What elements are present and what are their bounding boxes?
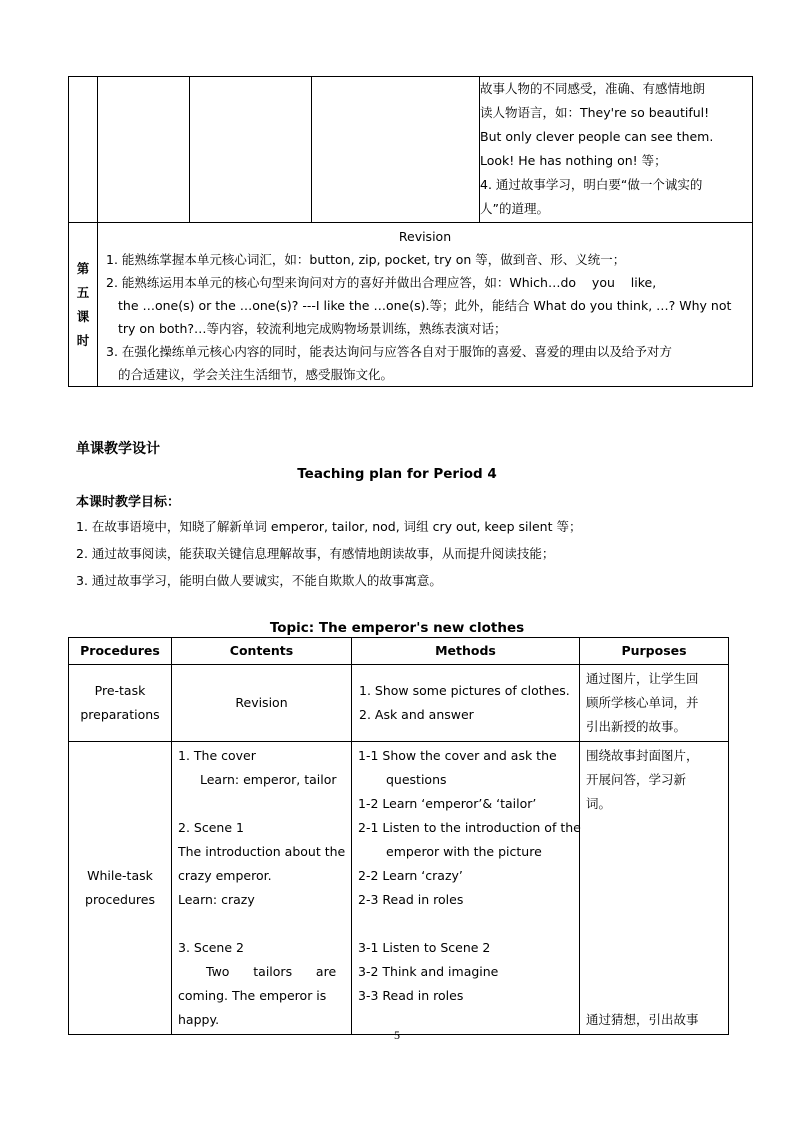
pre-task-content: Revision (172, 665, 352, 742)
revision-line: 1. 能熟练掌握本单元核心词汇，如：button, zip, pocket, try on 等，做到音、形、义统一； (106, 252, 626, 267)
content-line (178, 792, 345, 816)
revision-line: 的合适建议，学会关注生活细节，感受服饰文化。 (118, 367, 394, 382)
purpose-line: 顾所学核心单词，并 (586, 695, 699, 710)
content-line: 2. Scene 1 (178, 820, 244, 835)
procedure-line: While-task (87, 868, 153, 883)
purpose-line: 词。 (586, 796, 612, 811)
header-procedures: Procedures (69, 638, 172, 665)
content-line: coming. The emperor is (178, 988, 327, 1003)
method-line: emperor with the picture (386, 844, 542, 859)
header-contents: Contents (172, 638, 352, 665)
purpose-line: 引出新授的故事。 (586, 719, 687, 734)
lesson-label-char: 课 (76, 308, 90, 324)
content-line: happy. (178, 1012, 220, 1027)
method-line: 2-3 Read in roles (358, 892, 464, 907)
top-cell-blank-2 (98, 77, 190, 223)
purpose-line: 通过图片，让学生回 (586, 671, 699, 686)
story-goals-cell (480, 77, 753, 223)
lesson-label-char: 第 (76, 260, 90, 276)
purpose-line (586, 960, 722, 984)
purpose-line (586, 816, 722, 840)
purpose-line: 开展问答，学习新 (586, 772, 687, 787)
topic-title: Topic: The emperor's new clothes (269, 620, 525, 636)
content-line: 1. The cover (178, 748, 256, 763)
content-line: Learn: emperor, tailor (200, 772, 337, 787)
objective-item: 2. 通过故事阅读，能获取关键信息理解故事，有感情地朗读故事，从而提升阅读技能； (76, 546, 555, 561)
revision-line: 3. 在强化操练单元核心内容的同时，能表达询问与应答各自对于服饰的喜爱、喜爱的理由以及给予对方 (106, 344, 672, 359)
method-line: 1. Show some pictures of clothes. (359, 683, 570, 698)
pre-task-purposes (580, 665, 729, 742)
lesson-label-char: 五 (76, 284, 90, 300)
content-line: crazy emperor. (178, 868, 272, 883)
story-goal-line: But only clever people can see them. (480, 129, 714, 144)
revision-cell (98, 223, 753, 387)
method-line (358, 912, 573, 936)
content-line: 3. Scene 2 (178, 940, 244, 955)
top-cell-blank-1 (69, 77, 98, 223)
lesson-label-cell (69, 223, 98, 387)
story-goal-line: 故事人物的不同感受，准确、有感情地朗 (480, 81, 706, 96)
purpose-line: 通过猜想，引出故事 (586, 1012, 699, 1027)
story-goal-line: 4. 通过故事学习，明白要“做一个诚实的 (480, 177, 703, 192)
purpose-line (586, 936, 722, 960)
method-line: 1-2 Learn ‘emperor’& ‘tailor’ (358, 796, 537, 811)
top-cell-blank-3 (190, 77, 312, 223)
method-line: 1-1 Show the cover and ask the (358, 748, 557, 763)
method-line: 3-1 Listen to Scene 2 (358, 940, 491, 955)
objective-item: 3. 通过故事学习，能明白做人要诚实，不能自欺欺人的故事寓意。 (76, 573, 442, 588)
revision-title: Revision (398, 229, 452, 244)
method-line: questions (386, 772, 447, 787)
story-goal-line: 读人物语言，如：They're so beautiful! (480, 105, 710, 120)
content-line: Two tailors are (206, 964, 337, 979)
objectives-title: 本课时教学目标： (76, 495, 181, 510)
purpose-line (586, 984, 722, 1008)
revision-line: try on both?…等内容，较流利地完成购物场景训练，熟练表演对话； (118, 321, 507, 336)
method-line: 2-1 Listen to the introduction of the (358, 820, 581, 835)
pre-task-methods (352, 665, 580, 742)
method-line: 2-2 Learn ‘crazy’ (358, 868, 463, 883)
content-line (178, 912, 345, 936)
top-table (68, 76, 753, 387)
while-task-purposes (580, 742, 729, 1035)
header-methods: Methods (352, 638, 580, 665)
page-number: 5 (394, 1028, 400, 1042)
purpose-line (586, 864, 722, 888)
procedure-line: Pre-task (94, 683, 146, 698)
purpose-line: 围绕故事封面图片， (586, 748, 699, 763)
method-line: 3-2 Think and imagine (358, 964, 499, 979)
section-title: 单课教学设计 (76, 441, 160, 457)
top-cell-blank-4 (312, 77, 480, 223)
purpose-line (586, 888, 722, 912)
purpose-line (586, 912, 722, 936)
while-task-procedure (69, 742, 172, 1035)
plan-title: Teaching plan for Period 4 (297, 466, 497, 482)
method-line: 3-3 Read in roles (358, 988, 464, 1003)
objective-item: 1. 在故事语境中，知晓了解新单词 emperor, tailor, nod, 词组 cry out, keep silent 等； (76, 519, 582, 534)
content-line: Learn: crazy (178, 892, 255, 907)
story-goal-line: 人”的道理。 (480, 201, 549, 216)
story-goal-line: Look! He has nothing on! 等； (480, 153, 667, 168)
teaching-plan-table (68, 637, 729, 1035)
pre-task-procedure (69, 665, 172, 742)
while-task-contents (172, 742, 352, 1035)
header-purposes: Purposes (580, 638, 729, 665)
revision-line: the …one(s) or the …one(s)? ---I like the …one(s).等；此外，能结合 What do you think, …? Why not (118, 298, 732, 313)
procedure-line: procedures (85, 892, 155, 907)
revision-line: 2. 能熟练运用本单元的核心句型来询问对方的喜好并做出合理应答，如：Which…do you like, (106, 275, 657, 290)
procedure-line: preparations (80, 707, 160, 722)
while-task-methods (352, 742, 580, 1035)
lesson-label-char: 时 (76, 332, 90, 348)
purpose-line (586, 840, 722, 864)
content-line: The introduction about the (178, 844, 346, 859)
method-line: 2. Ask and answer (359, 707, 474, 722)
